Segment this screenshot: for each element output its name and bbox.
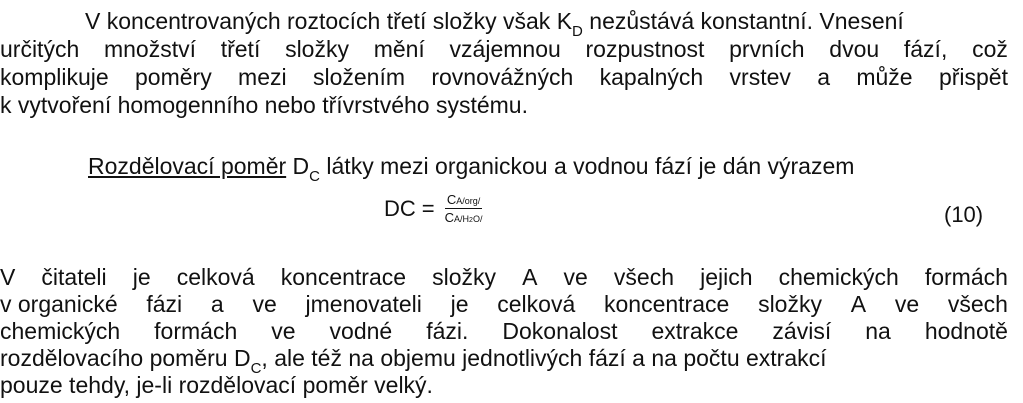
word: a [817, 64, 831, 90]
numerator-sub: A/org/ [456, 196, 481, 206]
word: vzájemnou [449, 36, 561, 62]
word: složky [285, 36, 349, 62]
para3-line1 [0, 264, 1008, 291]
lhs-sub: C [399, 195, 416, 221]
para1-line2 [0, 36, 1008, 63]
denominator [445, 209, 483, 225]
para1-line4: k vytvoření homogenního nebo třívrstvého systému. [0, 92, 528, 118]
word: chemických [0, 318, 121, 344]
underlined-term: Rozdělovací poměr [88, 153, 287, 179]
word: kapalných [599, 64, 704, 90]
dc-symbol: D [292, 153, 310, 179]
lhs-d: D [384, 195, 400, 221]
para2-text: látky mezi organickou a vodnou fází je dán výrazem [326, 153, 855, 179]
para1-line1-text-b: nezůstává konstantní. Vnesení [589, 8, 904, 34]
word: čitateli [41, 264, 107, 290]
word: může [856, 64, 913, 90]
word: vrstev [729, 64, 791, 90]
para2-line [88, 153, 854, 183]
word: mění [373, 36, 425, 62]
word: mezi [238, 64, 287, 90]
word: je [132, 264, 151, 290]
word: složením [312, 64, 405, 90]
word: A [850, 291, 867, 317]
word: závisí [772, 318, 832, 344]
word: rovnovážných [431, 64, 574, 90]
denominator-sub-2: 2 [469, 217, 473, 224]
para3-line3 [0, 318, 1008, 345]
dc-subscript-2: C [250, 360, 262, 377]
word: všech [947, 291, 1008, 317]
word: ve [894, 291, 920, 317]
word: ve [271, 318, 296, 344]
denominator-sub-b: O/ [472, 214, 483, 224]
word: chemických [778, 264, 899, 290]
equation-10 [384, 192, 482, 225]
word: prvních [729, 36, 805, 62]
para3-line2 [0, 291, 1008, 318]
word: formách [924, 264, 1008, 290]
word: celková [497, 291, 576, 317]
word: a [210, 291, 224, 317]
word: komplikuje [0, 64, 109, 90]
para3-line4-b: , ale též na objemu jednotlivých fází a na počtu extrakcí [261, 345, 827, 371]
word: jmenovateli [305, 291, 422, 317]
para1-line1 [85, 8, 904, 38]
word: extrakce [651, 318, 739, 344]
equals-sign: = [421, 195, 435, 221]
word: složky [432, 264, 497, 290]
word: fázi [146, 291, 183, 317]
para3-line5: pouze tehdy, je-li rozdělovací poměr velký. [0, 372, 433, 398]
para1-line1-text-a: V koncentrovaných roztocích třetí složky však K [85, 8, 573, 34]
para3-line4-a: rozdělovacího poměru D [0, 345, 251, 371]
word: fázi. [426, 318, 469, 344]
para1-line3 [0, 64, 1008, 91]
word: v organické [0, 291, 118, 317]
word: složky [758, 291, 822, 317]
word: určitých [0, 36, 80, 62]
equation-lhs [384, 196, 416, 222]
numerator-c: C [446, 192, 457, 207]
denominator-sub-a: A/H [454, 214, 470, 224]
word: V [0, 264, 16, 290]
kd-subscript: D [572, 23, 583, 40]
word: ve [563, 264, 588, 290]
word: jejich [700, 264, 753, 290]
word: dvou [829, 36, 880, 62]
word: poměry [135, 64, 212, 90]
word: vodné [329, 318, 393, 344]
word: přispět [938, 64, 1008, 90]
word: ve [252, 291, 277, 317]
word: Dokonalost [502, 318, 618, 344]
word: formách [154, 318, 238, 344]
word: koncentrace [604, 291, 730, 317]
word: je [450, 291, 469, 317]
numerator [445, 192, 482, 209]
word: na [865, 318, 891, 344]
word: všech [613, 264, 675, 290]
word: rozpustnost [585, 36, 705, 62]
word: třetí [220, 36, 261, 62]
word: celková [176, 264, 255, 290]
word: což [972, 36, 1008, 62]
word: A [522, 264, 538, 290]
fraction [445, 192, 483, 225]
para3-line4 [0, 345, 827, 375]
word: hodnotě [924, 318, 1008, 344]
denominator-c: C [444, 210, 455, 225]
word: fází, [903, 36, 948, 62]
dc-subscript: C [309, 168, 321, 185]
equation-number: (10) [944, 202, 984, 227]
word: množství [103, 36, 196, 62]
word: koncentrace [280, 264, 407, 290]
